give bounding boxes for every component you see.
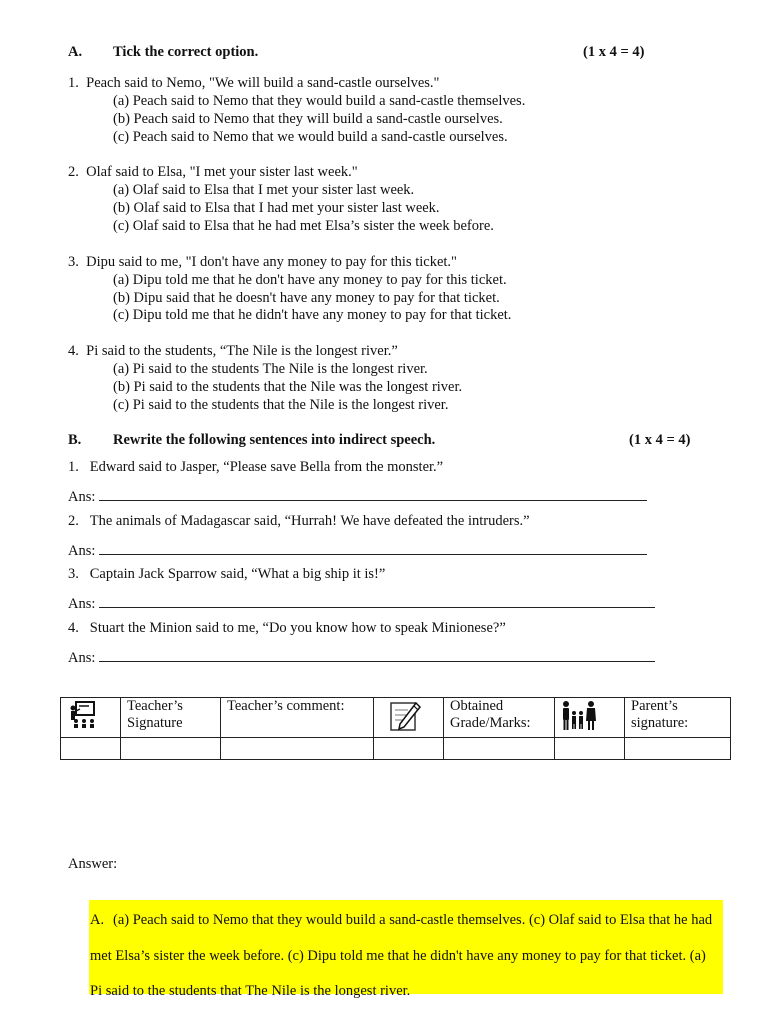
question-4-option-b[interactable]: (b) Pi said to the students that the Nile was the longest river. xyxy=(113,379,463,395)
question-1-option-a[interactable]: (a) Peach said to Nemo that they would build a sand-castle themselves. xyxy=(113,93,526,109)
question-2-option-c[interactable]: (c) Olaf said to Elsa that he had met Elsa’s sister the week before. xyxy=(113,218,494,234)
question-1-option-b[interactable]: (b) Peach said to Nemo that they will build a sand-castle ourselves. xyxy=(113,111,503,127)
blank-cell xyxy=(61,738,121,760)
answer-key-text-block xyxy=(90,903,720,1010)
answer-line-2[interactable] xyxy=(68,540,647,560)
answer-blank-1[interactable] xyxy=(99,486,647,501)
question-3-option-a[interactable]: (a) Dipu told me that he don't have any money to pay for this ticket. xyxy=(113,272,507,288)
teacher-icon-cell xyxy=(61,698,121,738)
obtained-grade-field[interactable] xyxy=(444,738,555,760)
teacher-comment-field[interactable] xyxy=(221,738,374,760)
blank-cell xyxy=(374,738,444,760)
family-icon-cell xyxy=(555,698,625,738)
parent-signature-line-2: signature: xyxy=(631,715,689,731)
ans-label: Ans: xyxy=(68,543,96,559)
question-2-option-a[interactable]: (a) Olaf said to Elsa that I met your sister last week. xyxy=(113,182,415,198)
pencil-notepad-icon xyxy=(388,700,422,732)
signature-table xyxy=(60,697,731,760)
ans-label: Ans: xyxy=(68,650,96,666)
question-1-stem: 1. Peach said to Nemo, "We will build a sand-castle ourselves." xyxy=(68,75,440,91)
answer-key-label: A. xyxy=(90,912,105,928)
question-3-option-b[interactable]: (b) Dipu said that he doesn't have any money to pay for that ticket. xyxy=(113,290,500,306)
question-4-option-c[interactable]: (c) Pi said to the students that the Nile is the longest river. xyxy=(113,397,449,413)
teacher-signature-label xyxy=(121,698,221,738)
answer-line-4[interactable] xyxy=(68,647,655,667)
question-1-option-c[interactable]: (c) Peach said to Nemo that we would build a sand-castle ourselves. xyxy=(113,129,508,145)
parent-signature-label xyxy=(625,698,731,738)
teacher-signature-field[interactable] xyxy=(121,738,221,760)
question-4-option-a[interactable]: (a) Pi said to the students The Nile is the longest river. xyxy=(113,361,428,377)
rewrite-question-2: 2. The animals of Madagascar said, “Hurrah! We have defeated the intruders.” xyxy=(68,513,530,529)
pencil-icon-cell xyxy=(374,698,444,738)
teacher-comment-label: Teacher’s comment: xyxy=(221,698,374,738)
question-3-option-c[interactable]: (c) Dipu told me that he didn't have any money to pay for that ticket. xyxy=(113,307,512,323)
answer-blank-4[interactable] xyxy=(99,647,655,662)
family-icon xyxy=(561,700,597,732)
ans-label: Ans: xyxy=(68,596,96,612)
answer-blank-2[interactable] xyxy=(99,540,647,555)
question-4-stem: 4. Pi said to the students, “The Nile is the longest river.” xyxy=(68,343,398,359)
teacher-signature-line-1: Teacher’s xyxy=(127,698,183,714)
ans-label: Ans: xyxy=(68,489,96,505)
blank-cell xyxy=(555,738,625,760)
obtained-line-1: Obtained xyxy=(450,698,504,714)
obtained-line-2: Grade/Marks: xyxy=(450,715,531,731)
question-3-stem: 3. Dipu said to me, "I don't have any money to pay for this ticket." xyxy=(68,254,457,270)
answer-blank-3[interactable] xyxy=(99,593,655,608)
answer-key-text: (a) Peach said to Nemo that they would build a sand-castle themselves. (c) Olaf said to Elsa that he had met Elsa’s sister the week before. (c) Dipu told me that he didn't have any money to pay for that ticket. (a) Pi said to the students that The Nile is the longest river. xyxy=(90,912,713,999)
section-a-heading: Tick the correct option. xyxy=(113,44,259,60)
answer-heading: Answer: xyxy=(68,856,118,872)
rewrite-question-4: 4. Stuart the Minion said to me, “Do you know how to speak Minionese?” xyxy=(68,620,506,636)
section-b-heading: Rewrite the following sentences into indirect speech. xyxy=(113,432,436,448)
question-2-option-b[interactable]: (b) Olaf said to Elsa that I had met your sister last week. xyxy=(113,200,440,216)
section-b-letter: B. xyxy=(68,432,82,448)
rewrite-question-1: 1. Edward said to Jasper, “Please save Bella from the monster.” xyxy=(68,459,444,475)
section-b-marks: (1 x 4 = 4) xyxy=(629,432,691,448)
question-2-stem: 2. Olaf said to Elsa, "I met your sister last week." xyxy=(68,164,358,180)
section-a-marks: (1 x 4 = 4) xyxy=(583,44,645,60)
answer-line-3[interactable] xyxy=(68,593,655,613)
section-a-letter: A. xyxy=(68,44,83,60)
obtained-grade-label xyxy=(444,698,555,738)
parent-signature-field[interactable] xyxy=(625,738,731,760)
parent-signature-line-1: Parent’s xyxy=(631,698,678,714)
answer-line-1[interactable] xyxy=(68,486,647,506)
rewrite-question-3: 3. Captain Jack Sparrow said, “What a big ship it is!” xyxy=(68,566,386,582)
teacher-signature-line-2: Signature xyxy=(127,715,183,731)
teacher-classroom-icon xyxy=(67,700,99,730)
